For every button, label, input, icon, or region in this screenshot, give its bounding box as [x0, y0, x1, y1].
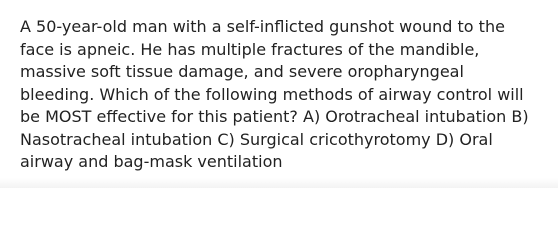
question-text: A 50-year-old man with a self-inflicted gunshot wound to the face is apneic. He has multiple fractures of the mandible, massive soft tissue damage, and severe oropharyngeal bleeding. Which of the following methods of airway control will be MOST effective for this patient? A) Orotracheal intubation B) Nasotracheal intubation C) Surgical cricothyrotomy D) Oral airway and bag-mask ventilation [20, 17, 529, 171]
bottom-fade-divider [0, 178, 558, 188]
